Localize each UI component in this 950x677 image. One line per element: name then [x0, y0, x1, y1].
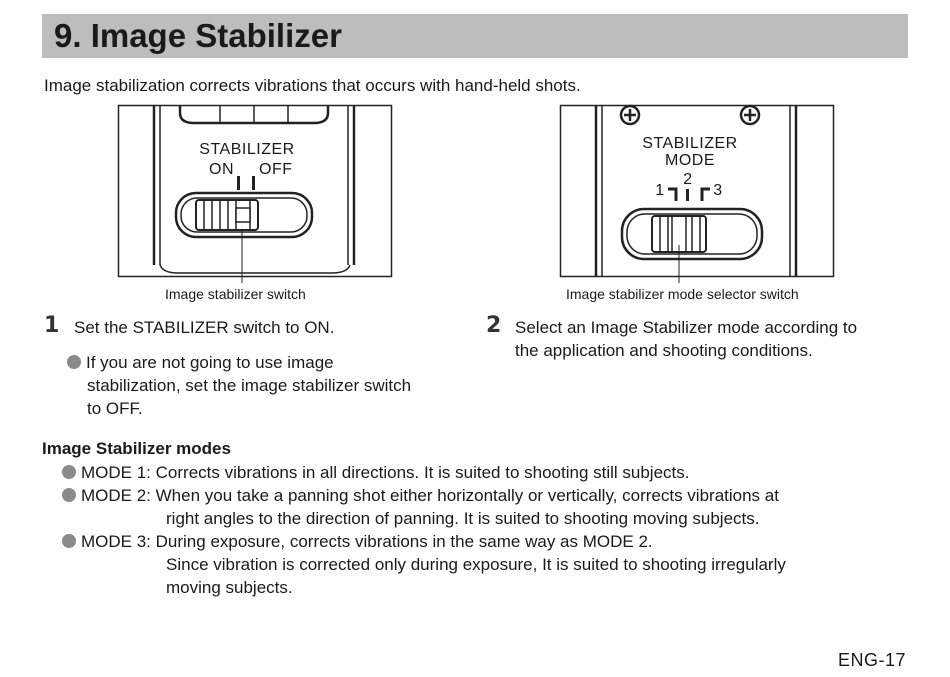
- mode2-label: MODE 2:: [81, 486, 151, 505]
- mode3-line1: During exposure, corrects vibrations in the same way as MODE 2.: [155, 532, 653, 551]
- stabilizer-mode-label-line2: MODE: [665, 152, 715, 169]
- mode3-line2: Since vibration is corrected only during exposure, It is suited to shooting irregularly: [166, 555, 786, 574]
- mode-position-2: 2: [683, 171, 693, 188]
- step2-text-line1: Select an Image Stabilizer mode according to: [515, 318, 858, 337]
- mode3-line3: moving subjects.: [166, 578, 293, 597]
- bullet-icon: [62, 488, 76, 502]
- figure1-caption: Image stabilizer switch: [165, 286, 306, 302]
- mode1-label: MODE 1:: [81, 463, 151, 482]
- step1-note: [67, 351, 467, 420]
- modes-heading: Image Stabilizer modes: [42, 439, 231, 458]
- step2-text-line2: the application and shooting conditions.: [515, 341, 813, 360]
- mode1-item: [62, 461, 689, 484]
- stabilizer-switch-drawing: [118, 105, 392, 277]
- note-line3: to OFF.: [87, 399, 143, 418]
- mode2-item: [62, 484, 779, 507]
- page-title: 9. Image Stabilizer: [54, 17, 342, 54]
- mode2-line1: When you take a panning shot either horizontally or vertically, corrects vibrations at: [155, 486, 779, 505]
- note-line1: If you are not going to use image: [86, 353, 334, 372]
- mode2-line2: right angles to the direction of panning. It is suited to shooting moving subjects.: [166, 509, 760, 528]
- step2-number: 2: [486, 313, 502, 338]
- bullet-icon: [62, 465, 76, 479]
- bullet-icon: [62, 534, 76, 548]
- step1-text: Set the STABILIZER switch to ON.: [74, 318, 335, 337]
- off-label: OFF: [259, 161, 293, 178]
- mode-position-1: 1: [655, 182, 665, 199]
- mode1-line1: Corrects vibrations in all directions. It is suited to shooting still subjects.: [155, 463, 690, 482]
- mode3-label: MODE 3:: [81, 532, 151, 551]
- stabilizer-mode-label-line1: STABILIZER: [642, 135, 738, 152]
- figure2-caption: Image stabilizer mode selector switch: [566, 286, 799, 302]
- on-label: ON: [209, 161, 234, 178]
- mode-selector-illustration: [560, 105, 834, 277]
- mode-selector-drawing: [560, 105, 834, 277]
- note-line2: stabilization, set the image stabilizer switch: [87, 376, 412, 395]
- stabilizer-switch-illustration: [118, 105, 392, 277]
- mode-position-3: 3: [713, 182, 723, 199]
- section-header: [42, 14, 908, 58]
- mode3-item: [62, 530, 653, 553]
- page-number: ENG-17: [838, 650, 907, 670]
- stabilizer-label: STABILIZER: [199, 141, 295, 158]
- bullet-icon: [67, 355, 81, 369]
- intro-text: Image stabilization corrects vibrations that occurs with hand-held shots.: [44, 76, 581, 95]
- step1-number: 1: [44, 313, 60, 338]
